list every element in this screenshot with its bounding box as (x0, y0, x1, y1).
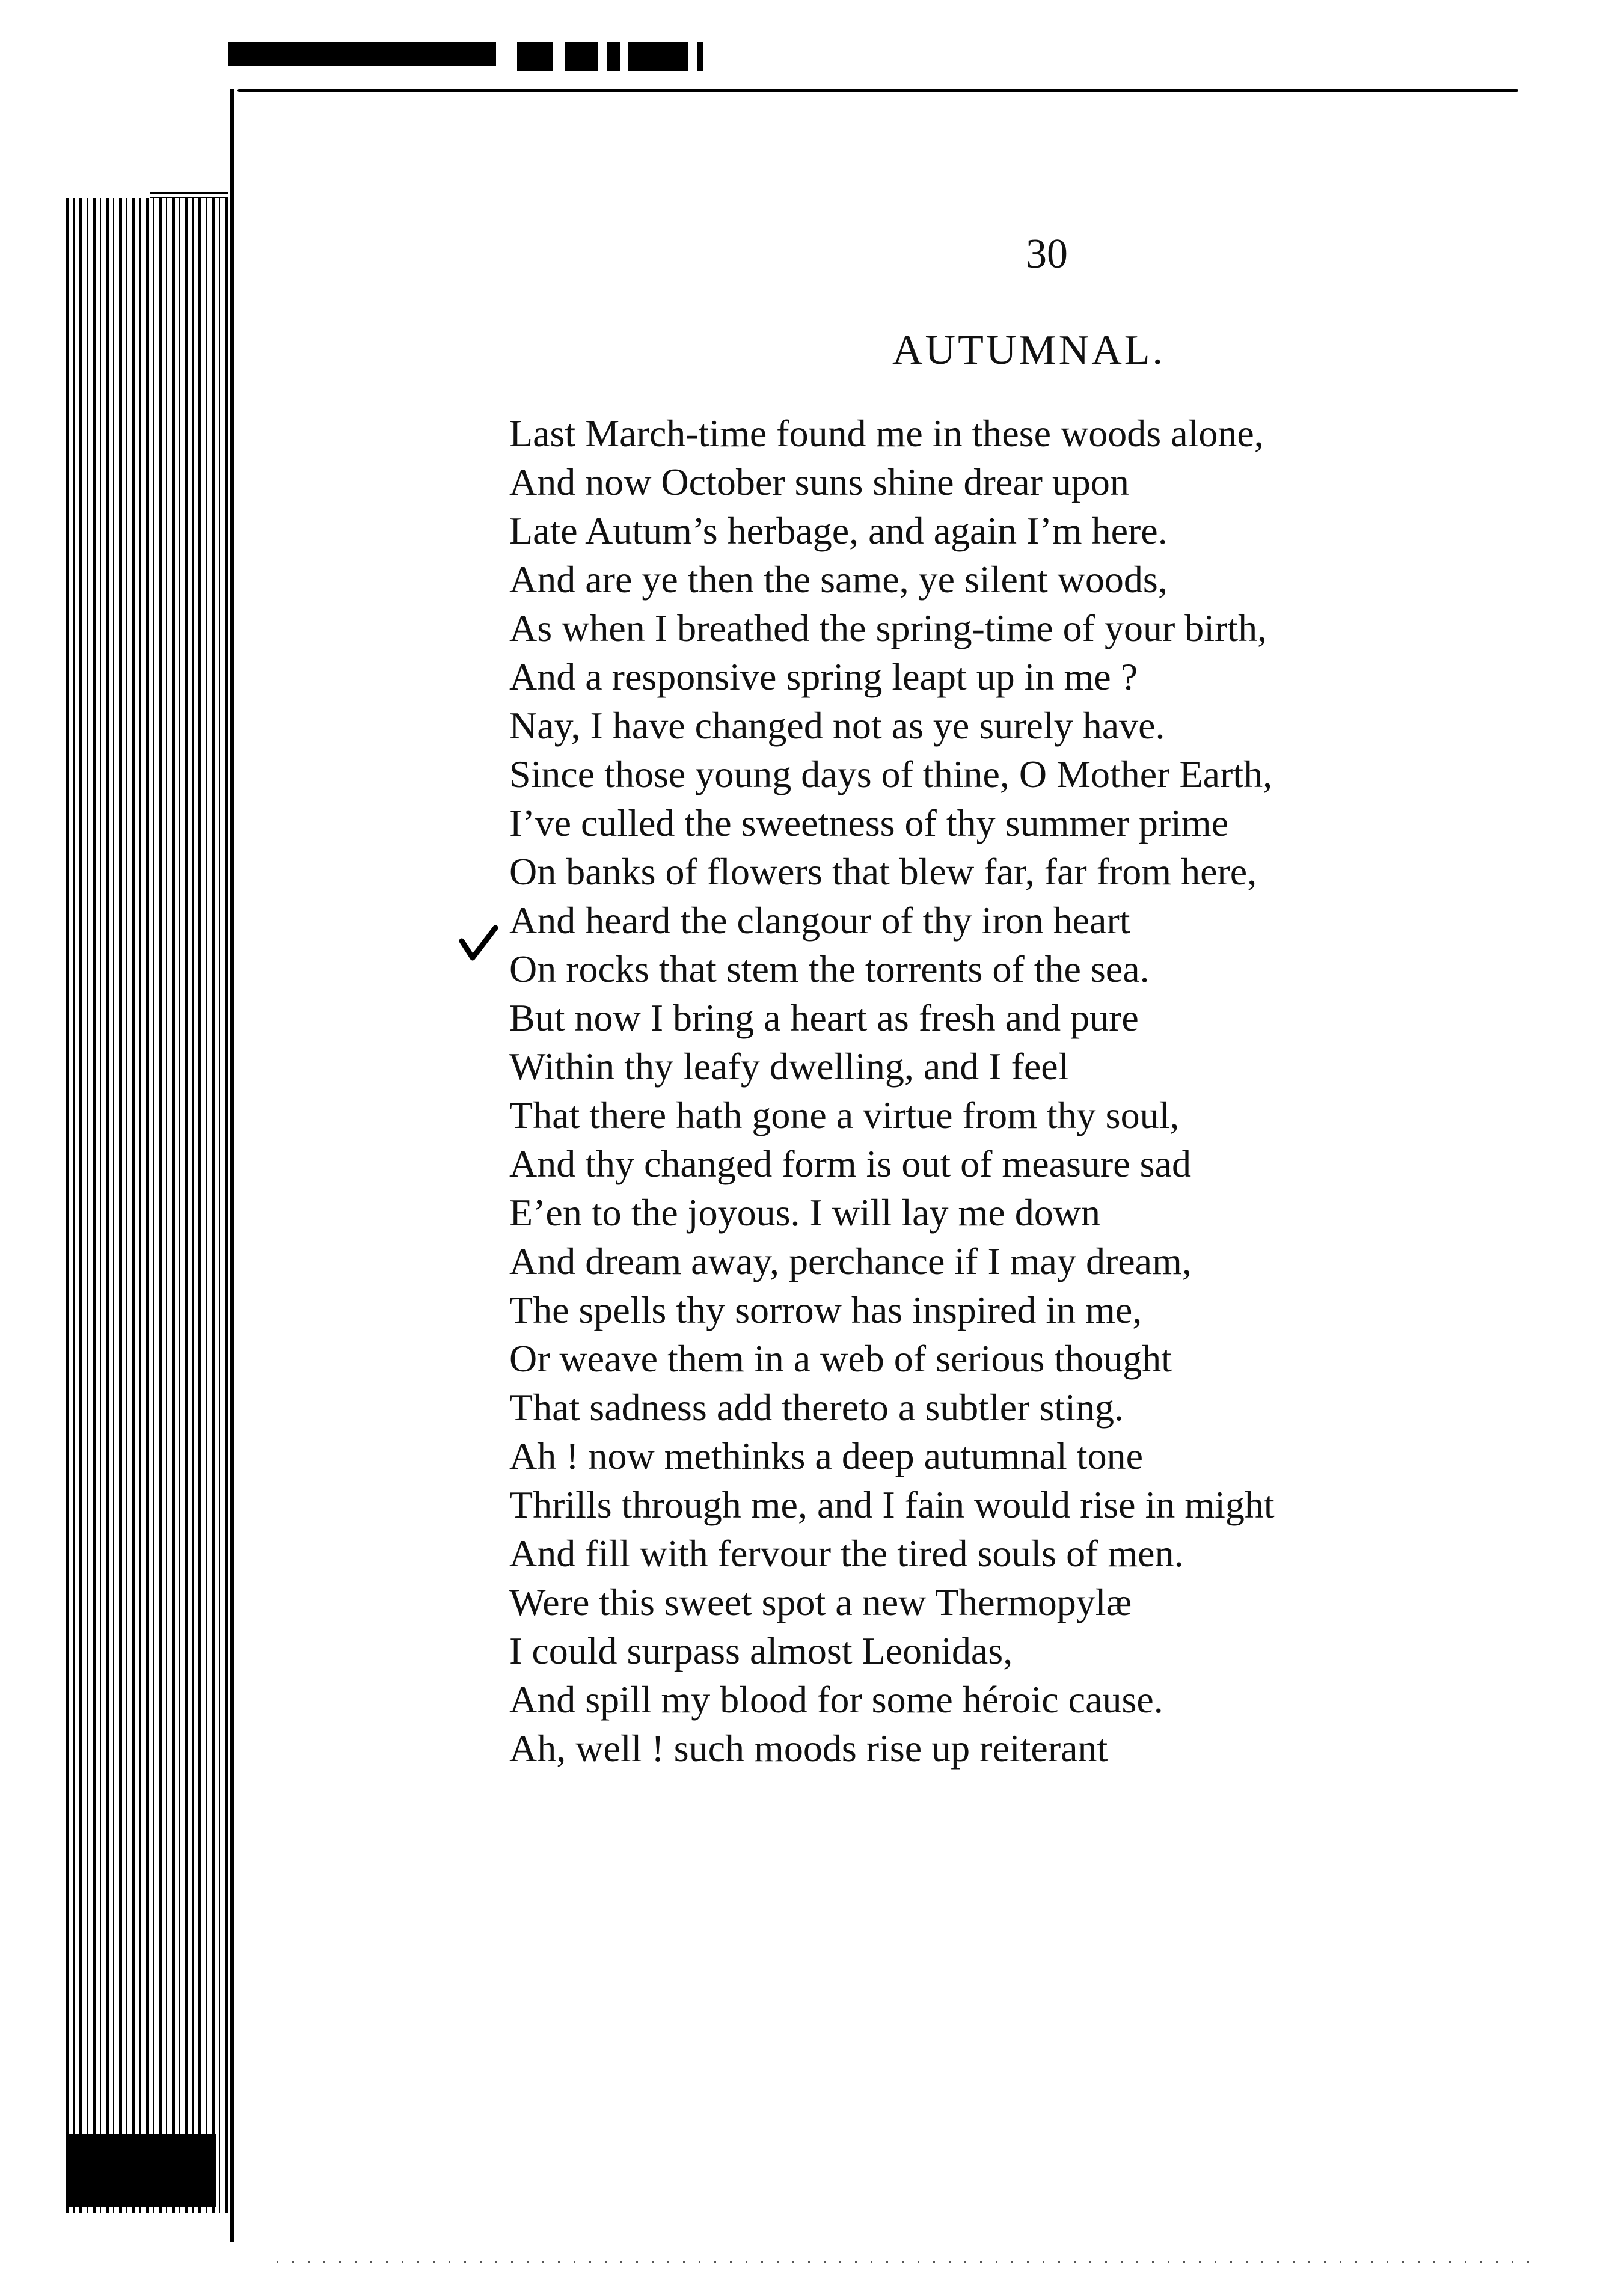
book-binding-shadow (66, 198, 228, 2213)
poem-line: And dream away, perchance if I may dream, (509, 1240, 1192, 1282)
poem-line: I’ve culled the sweetness of thy summer prime (509, 801, 1229, 844)
poem-line: Nay, I have changed not as ye surely have. (509, 704, 1165, 747)
poem-line: Late Autum’s herbage, and again I’m here. (509, 509, 1168, 552)
poem-line: And spill my blood for some héroic cause. (509, 1678, 1163, 1721)
poem-line: And a responsive spring leapt up in me ? (509, 655, 1138, 698)
poem-line: And are ye then the same, ye silent woods, (509, 558, 1168, 601)
poem-line: Or weave them in a web of serious thought (509, 1337, 1172, 1380)
poem-line: E’en to the joyous. I will lay me down (509, 1191, 1100, 1234)
poem-line: As when I breathed the spring-time of your birth, (509, 607, 1267, 649)
check-mark-icon (457, 923, 499, 965)
poem-line: And fill with fervour the tired souls of men. (509, 1532, 1184, 1575)
poem-line: Within thy leafy dwelling, and I feel (509, 1045, 1069, 1088)
poem-line: And now October suns shine drear upon (509, 461, 1129, 503)
poem-line: Last March-time found me in these woods alone, (509, 412, 1264, 455)
poem-line: Were this sweet spot a new Thermopylæ (509, 1581, 1132, 1623)
poem-line: I could surpass almost Leonidas, (509, 1629, 1013, 1672)
poem-line: Ah ! now methinks a deep autumnal tone (509, 1435, 1143, 1477)
binding-dark-corner (66, 2134, 216, 2207)
poem-line: The spells thy sorrow has inspired in me, (509, 1289, 1142, 1331)
poem-line: That sadness add thereto a subtler sting. (509, 1386, 1124, 1429)
poem-line: Thrills through me, and I fain would rise in might (509, 1483, 1275, 1526)
binding-shadow-top (150, 192, 228, 198)
page-number: 30 (1026, 231, 1068, 277)
poem-line: That there hath gone a virtue from thy soul, (509, 1094, 1180, 1136)
poem-line: And thy changed form is out of measure sad (509, 1142, 1191, 1185)
poem-line: On banks of flowers that blew far, far from here, (509, 850, 1257, 893)
poem-title: AUTUMNAL. (892, 327, 1166, 373)
scan-artifact-bars (228, 42, 709, 71)
poem-line: On rocks that stem the torrents of the sea. (509, 948, 1150, 990)
poem-line: And heard the clangour of thy iron heart (509, 899, 1130, 942)
poem-line: Ah, well ! such moods rise up reiterant (509, 1727, 1108, 1770)
poem-line: But now I bring a heart as fresh and pure (509, 996, 1139, 1039)
poem-body (509, 409, 1592, 1773)
page-left-edge (230, 89, 234, 2242)
poem-line: Since those young days of thine, O Mother Earth, (509, 753, 1273, 795)
page-top-edge (237, 89, 1518, 92)
page-bottom-edge (277, 2261, 1539, 2263)
